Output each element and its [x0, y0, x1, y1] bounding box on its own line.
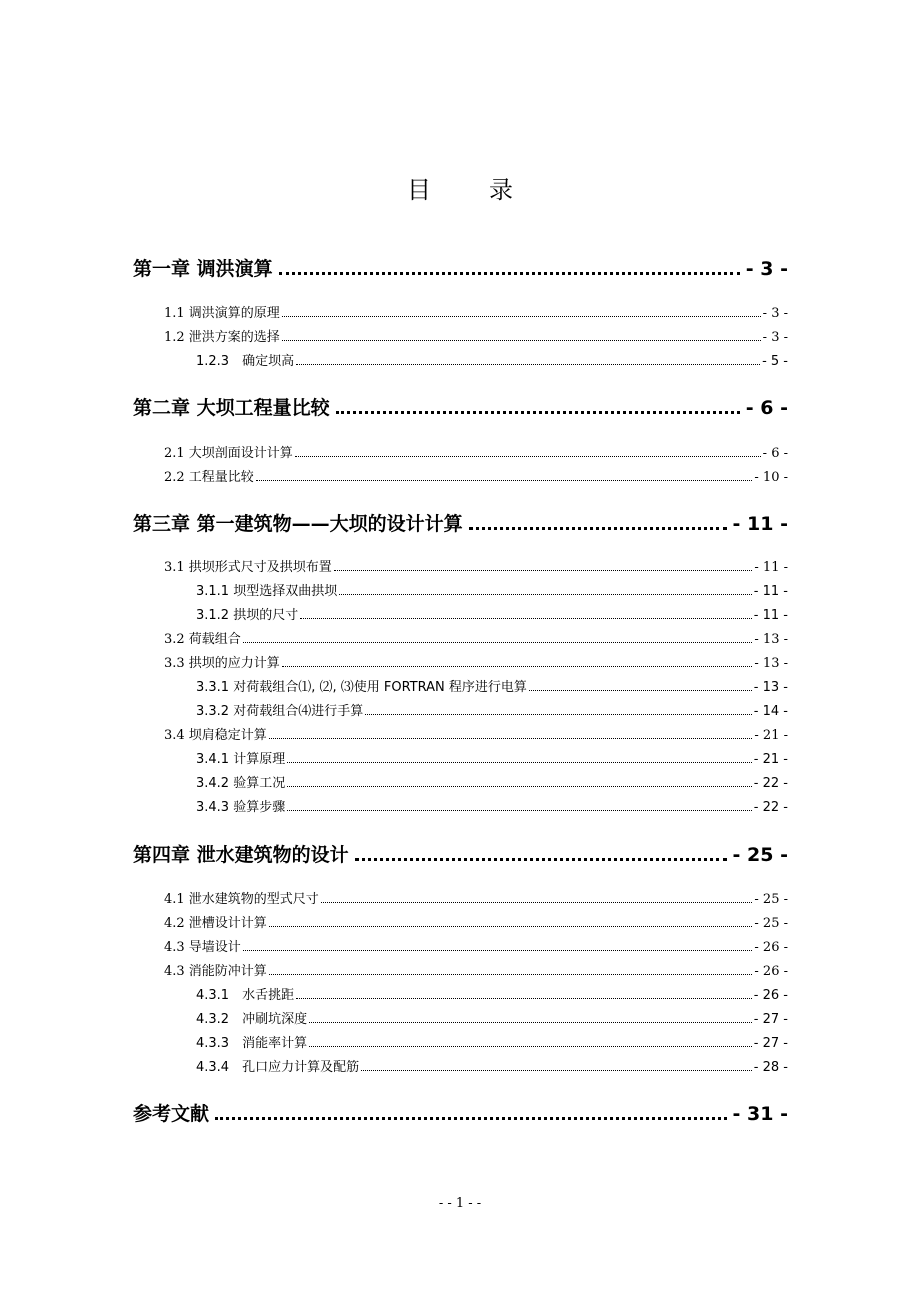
toc-page-number: - 25 - [754, 892, 788, 907]
toc-entry-label: 第二章 大坝工程量比较 [133, 397, 330, 419]
toc-subsection-3-4-3[interactable] [196, 796, 788, 816]
toc-page-number: - 21 - [753, 752, 788, 767]
dot-leader [279, 272, 740, 275]
toc-section-3-2[interactable] [164, 628, 788, 648]
dot-leader [355, 858, 727, 861]
dot-leader [269, 738, 753, 739]
toc-entry-label: 1.1 调洪演算的原理 [164, 306, 280, 321]
page-footer-number: - - 1 - - [438, 1196, 482, 1211]
toc-page-number: - 6 - [745, 397, 788, 419]
dot-leader [309, 1046, 752, 1047]
toc-entry-label: 3.2 荷载组合 [164, 632, 241, 647]
dot-leader [336, 411, 740, 414]
toc-section-2-2[interactable] [164, 466, 788, 486]
toc-section-3-4[interactable] [164, 724, 788, 744]
toc-section-3-1[interactable] [164, 556, 788, 576]
toc-page-number: - 11 - [753, 608, 788, 623]
toc-section-3-3[interactable] [164, 652, 788, 672]
toc-page-number: - 5 - [762, 354, 788, 369]
toc-entry-label: 参考文献 [133, 1103, 210, 1125]
toc-page-number: - 13 - [753, 680, 788, 695]
toc-entry-label: 4.2 泄槽设计计算 [164, 916, 267, 931]
toc-page-number: - 26 - [754, 964, 788, 979]
dot-leader [287, 762, 752, 763]
dot-leader [287, 810, 752, 811]
toc-page-number: - 27 - [753, 1012, 788, 1027]
dot-leader [215, 1117, 727, 1120]
toc-entry-label: 3.1.2 拱坝的尺寸 [196, 608, 299, 623]
dot-leader [295, 456, 761, 457]
toc-entry-label: 4.3.3 消能率计算 [196, 1036, 308, 1051]
toc-references[interactable] [133, 1099, 788, 1129]
toc-entry-label: 1.2 泄洪方案的选择 [164, 330, 280, 345]
dot-leader [282, 316, 761, 317]
toc-entry-label: 4.3.1 水舌挑距 [196, 988, 295, 1003]
toc-entry-label: 3.4.3 验算步骤 [196, 800, 286, 815]
dot-leader [529, 690, 752, 691]
toc-page-number: - 26 - [753, 988, 788, 1003]
toc-page-number: - 11 - [732, 513, 788, 535]
toc-section-1-2[interactable] [164, 326, 788, 346]
dot-leader [361, 1070, 752, 1071]
dot-leader [321, 902, 753, 903]
toc-page-number: - 13 - [754, 632, 788, 647]
toc-subsection-3-1-1[interactable] [196, 580, 788, 600]
toc-entry-label: 3.4.2 验算工况 [196, 776, 286, 791]
dot-leader [269, 974, 753, 975]
toc-subsection-1-2-3[interactable] [196, 350, 788, 370]
toc-section-4-1[interactable] [164, 888, 788, 908]
toc-entry-label: 3.1 拱坝形式尺寸及拱坝布置 [164, 560, 332, 575]
toc-page-number: - 22 - [753, 776, 788, 791]
dot-leader [296, 998, 752, 999]
dot-leader [243, 950, 753, 951]
toc-subsection-3-3-2[interactable] [196, 700, 788, 720]
toc-chapter-2[interactable] [133, 393, 788, 423]
toc-entry-label: 3.1.1 坝型选择双曲拱坝 [196, 584, 338, 599]
toc-subsection-3-1-2[interactable] [196, 604, 788, 624]
toc-page-number: - 3 - [762, 330, 788, 345]
toc-subsection-4-3-1[interactable] [196, 984, 788, 1004]
toc-title: 目录 [407, 176, 571, 204]
toc-entry-label: 3.3.1 对荷载组合⑴, ⑵, ⑶使用 FORTRAN 程序进行电算 [196, 680, 527, 695]
toc-page-number: - 3 - [745, 258, 788, 280]
toc-page-number: - 25 - [754, 916, 788, 931]
toc-section-4-3-guide-wall[interactable] [164, 936, 788, 956]
toc-entry-label: 4.3.2 冲刷坑深度 [196, 1012, 308, 1027]
dot-leader [282, 666, 753, 667]
toc-page-number: - 27 - [753, 1036, 788, 1051]
toc-subsection-3-4-1[interactable] [196, 748, 788, 768]
dot-leader [269, 926, 753, 927]
toc-entry-label: 3.3.2 对荷载组合⑷进行手算 [196, 704, 364, 719]
toc-entry-label: 4.3 消能防冲计算 [164, 964, 267, 979]
dot-leader [469, 527, 727, 530]
toc-subsection-4-3-2[interactable] [196, 1008, 788, 1028]
toc-subsection-3-4-2[interactable] [196, 772, 788, 792]
toc-page-number: - 11 - [754, 560, 788, 575]
dot-leader [365, 714, 752, 715]
toc-page-number: - 31 - [732, 1103, 788, 1125]
toc-entry-label: 第四章 泄水建筑物的设计 [133, 844, 349, 866]
dot-leader [309, 1022, 752, 1023]
toc-chapter-4[interactable] [133, 840, 788, 870]
toc-entry-label: 4.3 导墙设计 [164, 940, 241, 955]
toc-entry-label: 3.4.1 计算原理 [196, 752, 286, 767]
toc-subsection-3-3-1[interactable] [196, 676, 788, 696]
toc-entry-label: 1.2.3 确定坝高 [196, 354, 295, 369]
dot-leader [256, 480, 753, 481]
toc-entry-label: 第三章 第一建筑物——大坝的设计计算 [133, 513, 463, 535]
dot-leader [300, 618, 752, 619]
dot-leader [296, 364, 760, 365]
toc-chapter-3[interactable] [133, 509, 788, 539]
toc-entry-label: 4.3.4 孔口应力计算及配筋 [196, 1060, 360, 1075]
toc-page-number: - 22 - [753, 800, 788, 815]
toc-page-number: - 10 - [754, 470, 788, 485]
toc-section-4-3-energy[interactable] [164, 960, 788, 980]
toc-page-number: - 25 - [732, 844, 788, 866]
dot-leader [339, 594, 752, 595]
toc-subsection-4-3-4[interactable] [196, 1056, 788, 1076]
dot-leader [287, 786, 752, 787]
toc-page-number: - 6 - [762, 446, 788, 461]
toc-page-number: - 28 - [753, 1060, 788, 1075]
toc-page-number: - 13 - [754, 656, 788, 671]
dot-leader [334, 570, 753, 571]
toc-page-number: - 11 - [753, 584, 788, 599]
dot-leader [243, 642, 753, 643]
toc-subsection-4-3-3[interactable] [196, 1032, 788, 1052]
toc-page-number: - 3 - [762, 306, 788, 321]
toc-entry-label: 4.1 泄水建筑物的型式尺寸 [164, 892, 319, 907]
toc-section-4-2[interactable] [164, 912, 788, 932]
toc-chapter-1[interactable] [133, 254, 788, 284]
toc-page-number: - 14 - [753, 704, 788, 719]
toc-entry-label: 2.1 大坝剖面设计计算 [164, 446, 293, 461]
toc-entry-label: 3.3 拱坝的应力计算 [164, 656, 280, 671]
toc-page-number: - 21 - [754, 728, 788, 743]
toc-page-number: - 26 - [754, 940, 788, 955]
toc-entry-label: 第一章 调洪演算 [133, 258, 273, 280]
toc-section-1-1[interactable] [164, 302, 788, 322]
dot-leader [282, 340, 761, 341]
toc-entry-label: 2.2 工程量比较 [164, 470, 254, 485]
toc-section-2-1[interactable] [164, 442, 788, 462]
toc-entry-label: 3.4 坝肩稳定计算 [164, 728, 267, 743]
